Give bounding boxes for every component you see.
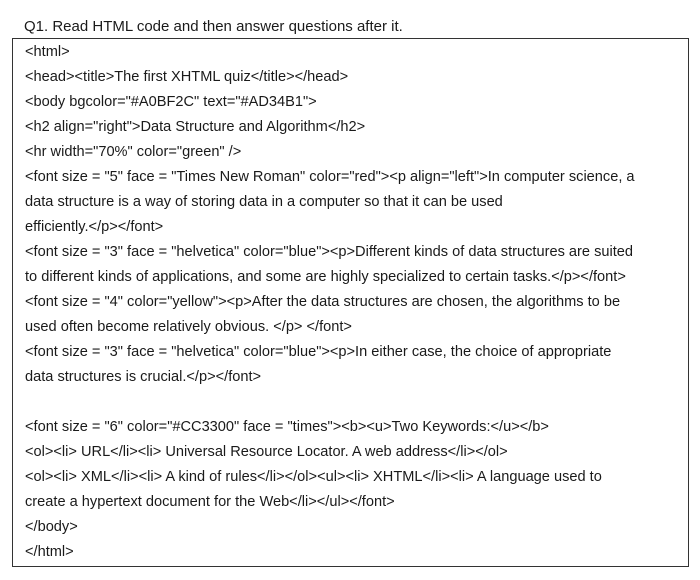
code-line: <head><title>The first XHTML quiz</title></head>: [25, 69, 349, 85]
question-title: Q1. Read HTML code and then answer questions after it.: [24, 18, 403, 35]
code-listing-box: [12, 38, 689, 567]
code-line: <body bgcolor="#A0BF2C" text="#AD34B1">: [25, 94, 317, 110]
code-line: <font size = "5" face = "Times New Roman" color="red"><p align="left">In computer science, a: [25, 169, 635, 185]
code-line: <hr width="70%" color="green" />: [25, 144, 242, 160]
code-line: used often become relatively obvious. </p> </font>: [25, 319, 352, 335]
code-line: <ol><li> XML</li><li> A kind of rules</li></ol><ul><li> XHTML</li><li> A language used to: [25, 469, 602, 485]
code-line: </html>: [25, 544, 74, 560]
code-line: <h2 align="right">Data Structure and Algorithm</h2>: [25, 119, 366, 135]
code-line: <font size = "3" face = "helvetica" color="blue"><p>Different kinds of data structures are suited: [25, 244, 634, 260]
code-line: <font size = "3" face = "helvetica" color="blue"><p>In either case, the choice of appropriate: [25, 344, 612, 360]
code-line: <html>: [25, 44, 70, 60]
code-line: data structures is crucial.</p></font>: [25, 369, 262, 385]
code-line: data structure is a way of storing data in a computer so that it can be used: [25, 194, 503, 210]
code-line: <font size = "6" color="#CC3300" face = "times"><b><u>Two Keywords:</u></b>: [25, 419, 549, 435]
code-line: <ol><li> URL</li><li> Universal Resource Locator. A web address</li></ol>: [25, 444, 508, 460]
code-line: </body>: [25, 519, 78, 535]
code-line: create a hypertext document for the Web</li></ul></font>: [25, 494, 395, 510]
code-line: efficiently.</p></font>: [25, 219, 164, 235]
code-line: <font size = "4" color="yellow"><p>After the data structures are chosen, the algorithms to be: [25, 294, 621, 310]
code-line: to different kinds of applications, and some are highly specialized to certain tasks.</p></font>: [25, 269, 626, 285]
